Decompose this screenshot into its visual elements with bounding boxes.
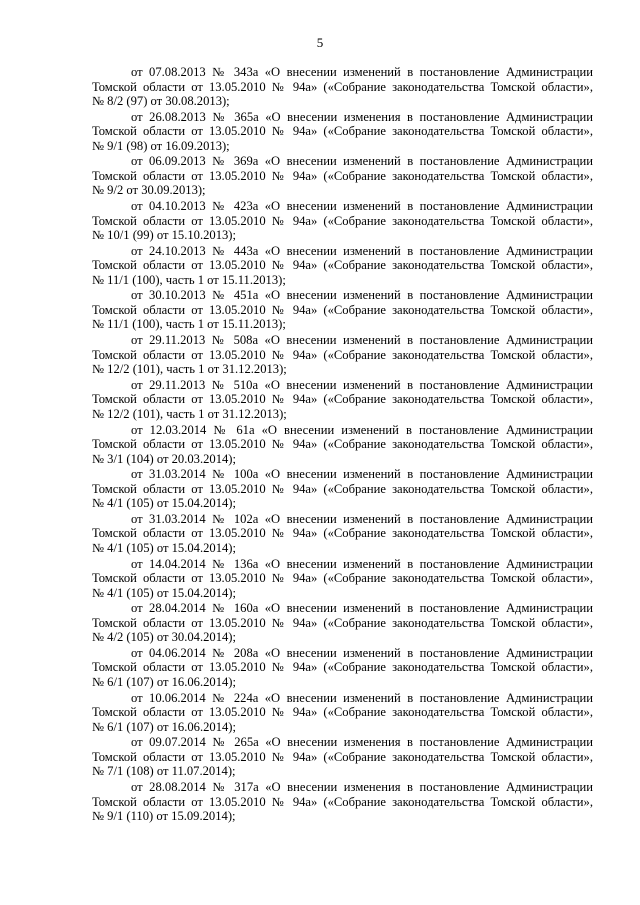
entry-text-line: от 28.04.2014 № 160а «О внесении изменений в постановление Администрации: [131, 601, 593, 616]
entry-text-line: от 29.11.2013 № 510а «О внесении изменений в постановление Администрации: [131, 377, 593, 392]
amendment-entry: [92, 557, 593, 601]
entry-text-line: Томской области от 13.05.2010 № 94а» («Собрание законодательства Томской области»,: [92, 168, 593, 183]
entry-text-line: Томской области от 13.05.2010 № 94а» («Собрание законодательства Томской области»,: [92, 302, 593, 317]
amendment-entry: [92, 244, 593, 288]
entry-text-line: № 6/1 (107) от 16.06.2014);: [92, 674, 236, 689]
entry-text-line: Томской области от 13.05.2010 № 94а» («Собрание законодательства Томской области»,: [92, 213, 593, 228]
entry-text-line: от 12.03.2014 № 61а «О внесении изменений в постановление Администрации: [131, 422, 593, 437]
amendment-entry: [92, 780, 593, 824]
amendments-list: [92, 65, 593, 825]
entry-text-line: № 4/2 (105) от 30.04.2014);: [92, 630, 236, 645]
amendment-entry: [92, 646, 593, 690]
entry-text-line: от 24.10.2013 № 443а «О внесении изменений в постановление Администрации: [131, 243, 593, 258]
amendment-entry: [92, 65, 593, 109]
entry-text-line: от 07.08.2013 № 343а «О внесении изменений в постановление Администрации: [131, 65, 593, 79]
entry-text-line: № 3/1 (104) от 20.03.2014);: [92, 451, 236, 466]
entry-text-line: Томской области от 13.05.2010 № 94а» («Собрание законодательства Томской области»,: [92, 347, 593, 362]
amendment-entry: [92, 601, 593, 645]
entry-text-line: № 11/1 (100), часть 1 от 15.11.2013);: [92, 272, 286, 287]
entry-text-line: Томской области от 13.05.2010 № 94а» («Собрание законодательства Томской области»,: [92, 392, 593, 407]
entry-text-line: № 9/2 от 30.09.2013);: [92, 183, 206, 198]
amendment-entry: [92, 423, 593, 467]
amendment-entry: [92, 512, 593, 556]
entry-text-line: от 31.03.2014 № 100а «О внесении изменений в постановление Администрации: [131, 467, 593, 482]
entry-text-line: от 06.09.2013 № 369а «О внесении изменений в постановление Администрации: [131, 154, 593, 169]
entry-text-line: Томской области от 13.05.2010 № 94а» («Собрание законодательства Томской области»,: [92, 615, 593, 630]
entry-text-line: от 29.11.2013 № 508а «О внесении изменений в постановление Администрации: [131, 333, 593, 348]
entry-text-line: № 11/1 (100), часть 1 от 15.11.2013);: [92, 317, 286, 332]
amendment-entry: [92, 333, 593, 377]
entry-text-line: № 12/2 (101), часть 1 от 31.12.2013);: [92, 362, 287, 377]
entry-text-line: от 10.06.2014 № 224а «О внесении изменений в постановление Администрации: [131, 690, 593, 705]
entry-text-line: от 28.08.2014 № 317а «О внесении изменения в постановление Администрации: [131, 780, 593, 794]
entry-text-line: № 7/1 (108) от 11.07.2014);: [92, 764, 236, 779]
entry-text-line: от 30.10.2013 № 451а «О внесении изменений в постановление Администрации: [131, 288, 593, 303]
amendment-entry: [92, 199, 593, 243]
entry-text-line: от 04.10.2013 № 423а «О внесении изменений в постановление Администрации: [131, 199, 593, 214]
page-number: 5: [316, 35, 324, 50]
entry-text-line: № 6/1 (107) от 16.06.2014);: [92, 719, 236, 734]
entry-text-line: от 09.07.2014 № 265а «О внесении изменения в постановление Администрации: [131, 735, 593, 750]
entry-text-line: № 10/1 (99) от 15.10.2013);: [92, 228, 236, 243]
entry-text-line: Томской области от 13.05.2010 № 94а» («Собрание законодательства Томской области»,: [92, 705, 593, 720]
entry-text-line: Томской области от 13.05.2010 № 94а» («Собрание законодательства Томской области»,: [92, 124, 593, 139]
entry-text-line: № 4/1 (105) от 15.04.2014);: [92, 496, 236, 511]
entry-text-line: № 4/1 (105) от 15.04.2014);: [92, 540, 236, 555]
entry-text-line: № 12/2 (101), часть 1 от 31.12.2013);: [92, 406, 287, 421]
entry-text-line: от 26.08.2013 № 365а «О внесении изменения в постановление Администрации: [131, 109, 593, 124]
entry-text-line: Томской области от 13.05.2010 № 94а» («Собрание законодательства Томской области»,: [92, 749, 593, 764]
entry-text-line: от 31.03.2014 № 102а «О внесении изменений в постановление Администрации: [131, 511, 593, 526]
entry-text-line: Томской области от 13.05.2010 № 94а» («Собрание законодательства Томской области»,: [92, 258, 593, 273]
amendment-entry: [92, 691, 593, 735]
entry-text-line: № 8/2 (97) от 30.08.2013);: [92, 94, 230, 108]
amendment-entry: [92, 467, 593, 511]
entry-text-line: Томской области от 13.05.2010 № 94а» («Собрание законодательства Томской области»,: [92, 794, 593, 809]
entry-text-line: Томской области от 13.05.2010 № 94а» («Собрание законодательства Томской области»,: [92, 79, 593, 94]
entry-text-line: от 04.06.2014 № 208а «О внесении изменений в постановление Администрации: [131, 645, 593, 660]
amendment-entry: [92, 378, 593, 422]
entry-text-line: Томской области от 13.05.2010 № 94а» («Собрание законодательства Томской области»,: [92, 571, 593, 586]
amendment-entry: [92, 288, 593, 332]
entry-text-line: № 9/1 (98) от 16.09.2013);: [92, 138, 230, 153]
entry-text-line: от 14.04.2014 № 136а «О внесении изменений в постановление Администрации: [131, 556, 593, 571]
entry-text-line: Томской области от 13.05.2010 № 94а» («Собрание законодательства Томской области»,: [92, 481, 593, 496]
amendment-entry: [92, 735, 593, 779]
amendment-entry: [92, 110, 593, 154]
entry-text-line: № 9/1 (110) от 15.09.2014);: [92, 809, 236, 823]
entry-text-line: № 4/1 (105) от 15.04.2014);: [92, 585, 236, 600]
entry-text-line: Томской области от 13.05.2010 № 94а» («Собрание законодательства Томской области»,: [92, 526, 593, 541]
entry-text-line: Томской области от 13.05.2010 № 94а» («Собрание законодательства Томской области»,: [92, 437, 593, 451]
entry-text-line: Томской области от 13.05.2010 № 94а» («Собрание законодательства Томской области»,: [92, 660, 593, 675]
amendment-entry: [92, 154, 593, 198]
